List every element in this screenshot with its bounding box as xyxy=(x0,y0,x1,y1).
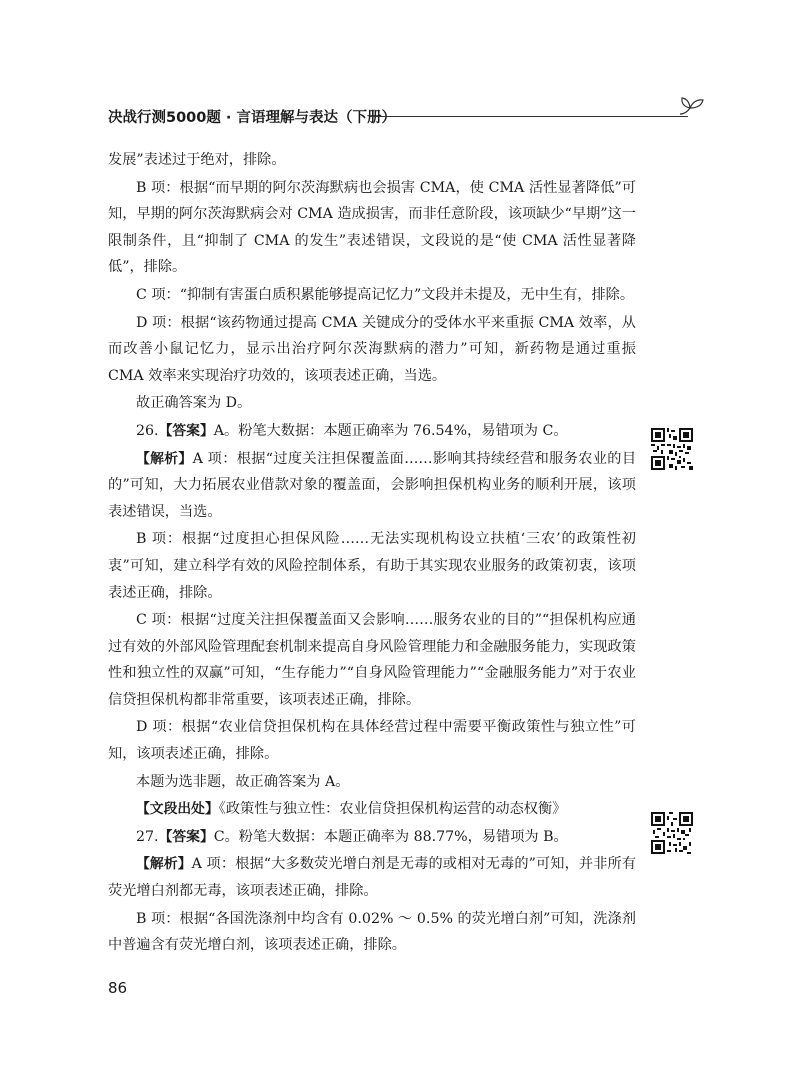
q27-answer-tag: 【答案】 xyxy=(158,828,214,845)
paragraph-conclusion: 故正确答案为 D。 xyxy=(136,395,252,412)
q27-answer-text: C。粉笔大数据：本题正确率为 88.77%，易错项为 B。 xyxy=(213,828,568,845)
q26-answer xyxy=(108,418,636,445)
qr-code-icon[interactable] xyxy=(651,428,693,470)
qr-code-icon[interactable] xyxy=(651,812,693,854)
q26-number: 26. xyxy=(136,422,159,439)
paragraph-option-c: C 项：“抑制有害蛋白质积累能够提高记忆力”文段并未提及，无中生有，排除。 xyxy=(136,286,635,303)
q27-analysis-tag: 【解析】 xyxy=(136,856,192,873)
sprout-icon xyxy=(676,94,708,120)
q27-number: 27. xyxy=(136,828,159,845)
paragraph-option-b: B 项：根据“而早期的阿尔茨海默病也会损害 CMA，使 CMA 活性显著降低”可知，早期的阿尔茨海默病会对 CMA 造成损害，而非任意阶段，该项缺少“早期”这一限制条件，且“抑制了 CMA 的发生”表述错误，文段说的是“使 CMA 活性显著降低”，排除。 xyxy=(108,179,636,276)
q26-option-a: A 项：根据“过度关注担保覆盖面……影响其持续经营和服务农业的目的”可知，大力拓展农业借款对象的覆盖面，会影响担保机构业务的顺利开展，该项表述错误，当选。 xyxy=(108,450,637,520)
paragraph-option-d: D 项：根据“该药物通过提高 CMA 关键成分的受体水平来重振 CMA 效率，从而改善小鼠记忆力，显示出治疗阿尔茨海默病的潜力”可知，新药物是通过重振 CMA 效率来实现治疗功效的，该项表述正确，当选。 xyxy=(108,314,636,384)
paragraph-continuation: 发展”表述过于绝对，排除。 xyxy=(108,152,286,168)
q27-option-b: B 项：根据“各国洗涤剂中均含有 0.02% ～ 0.5% 的荧光增白剂”可知，洗涤剂中普遍含有荧光增白剂，该项表述正确，排除。 xyxy=(108,910,636,954)
q26-answer-text: A。粉笔大数据：本题正确率为 76.54%，易错项为 C。 xyxy=(213,422,568,439)
q26-source-text: 《政策性与独立性：农业信贷担保机构运营的动态权衡》 xyxy=(218,801,567,818)
q26-option-b: B 项：根据“过度担心担保风险……无法实现机构设立扶植‘三农’的政策性初衷”可知，建立科学有效的风险控制体系，有助于其实现农业服务的政策初衷，该项表述正确，排除。 xyxy=(108,531,636,601)
q26-source xyxy=(108,796,636,823)
q26-analysis-tag: 【解析】 xyxy=(136,450,193,467)
q26-answer-tag: 【答案】 xyxy=(158,422,214,439)
q26-option-d: D 项：根据“农业信贷担保机构在具体经营过程中需要平衡政策性与独立性”可知，该项表述正确，排除。 xyxy=(108,719,636,763)
header-rule xyxy=(370,116,688,117)
running-header xyxy=(108,98,698,128)
q27-answer xyxy=(108,824,636,851)
q26-option-c: C 项：根据“过度关注担保覆盖面又会影响……服务农业的目的”“担保机构应通过有效的外部风险管理配套机制来提高自身风险管理能力和金融服务能力，实现政策性和独立性的双赢”可知，“生存能力”“自身风险管理能力”“金融服务能力”对于农业信贷担保机构都非常重要，该项表述正确，排除。 xyxy=(108,612,636,708)
header-title: 决战行测5000题 · 言语理解与表达（下册） xyxy=(108,110,396,126)
page-number: 86 xyxy=(108,979,128,997)
q27-option-a: A 项：根据“大多数荧光增白剂是无毒的或相对无毒的”可知，并非所有荧光增白剂都无毒，该项表述正确，排除。 xyxy=(108,856,637,900)
q27-analysis-a xyxy=(108,851,636,904)
q26-analysis-a xyxy=(108,446,636,526)
q26-conclusion: 本题为选非题，故正确答案为 A。 xyxy=(136,773,350,790)
page-body xyxy=(108,147,636,959)
q26-source-tag: 【文段出处】 xyxy=(136,801,219,818)
